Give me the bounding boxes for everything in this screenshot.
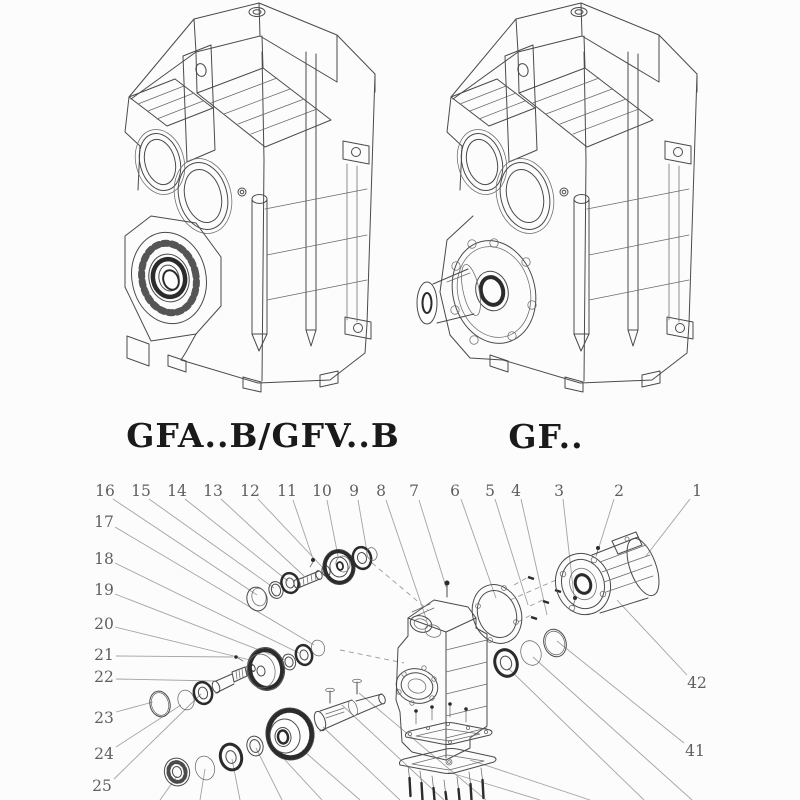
leader-line-6 <box>461 499 496 598</box>
callout-number-3: 3 <box>554 482 564 500</box>
leader-line-18 <box>115 563 299 653</box>
alignment-dashed-lines <box>340 563 556 663</box>
callout-number-21: 21 <box>94 646 114 664</box>
intermediate-shaft-assembly <box>147 639 326 720</box>
model-label-right: GF.. <box>508 417 584 456</box>
set-screw <box>311 558 315 562</box>
callout-number-9: 9 <box>349 482 359 500</box>
key-pins <box>326 679 362 703</box>
leader-line-3 <box>563 499 574 596</box>
callout-number-2: 2 <box>614 482 624 500</box>
vent-screw <box>445 581 450 586</box>
cover-bolts <box>408 766 484 800</box>
hollow-shaft-bearing-boss <box>123 216 221 366</box>
callout-number-42: 42 <box>687 674 707 692</box>
intermediate-gear <box>244 645 288 694</box>
set-screw <box>234 655 238 659</box>
callout-number-22: 22 <box>94 668 114 686</box>
callout-number-14: 14 <box>167 482 187 500</box>
leader-line-42 <box>617 600 687 675</box>
gearbox-drawing-gfab <box>123 3 375 392</box>
callout-numbers <box>92 482 707 795</box>
gearbox-drawing-gf <box>417 3 697 392</box>
callout-number-17: 17 <box>94 513 114 531</box>
screw <box>596 546 600 550</box>
leader-line-12 <box>258 499 325 570</box>
bearing <box>191 680 214 706</box>
callout-number-12: 12 <box>240 482 260 500</box>
oil-seal <box>491 647 520 679</box>
leader-line-21 <box>116 656 233 657</box>
leader-line-1 <box>646 499 690 556</box>
leader-line-20 <box>115 627 250 660</box>
snap-ring <box>193 754 218 782</box>
callout-number-7: 7 <box>409 482 419 500</box>
leader-line-8 <box>386 500 427 621</box>
seal-ring-set <box>491 626 569 679</box>
callout-number-16: 16 <box>95 482 115 500</box>
callout-number-23: 23 <box>94 709 114 727</box>
seal-ring <box>147 689 173 719</box>
exploded-view <box>92 482 707 800</box>
model-label-left: GFA..B/GFV..B <box>126 416 400 455</box>
cropped-leader-lines <box>160 657 692 800</box>
motor <box>547 532 665 622</box>
callout-number-41: 41 <box>685 742 705 760</box>
callout-number-15: 15 <box>131 482 151 500</box>
callout-number-1: 1 <box>692 482 702 500</box>
leader-line-22 <box>116 679 216 681</box>
flange-studs <box>528 577 561 619</box>
callout-number-5: 5 <box>485 482 495 500</box>
callout-number-13: 13 <box>203 482 223 500</box>
callout-number-24: 24 <box>94 745 114 763</box>
leader-line-14 <box>185 499 288 581</box>
callout-number-10: 10 <box>312 482 332 500</box>
housing-bolts <box>414 702 468 724</box>
adapter-flange-ring <box>464 578 530 651</box>
callout-number-20: 20 <box>94 615 114 633</box>
output-gear <box>263 705 318 763</box>
leader-line-24 <box>116 705 181 747</box>
leader-line-11 <box>293 500 313 559</box>
leader-line-23 <box>116 702 153 712</box>
gasket <box>406 722 493 744</box>
leader-line-2 <box>599 499 614 547</box>
callout-number-8: 8 <box>376 482 386 500</box>
leader-line-4 <box>521 499 547 615</box>
leader-line-15 <box>149 499 274 588</box>
leader-line-41 <box>557 641 684 743</box>
leader-line-17 <box>115 527 314 645</box>
bearing <box>279 571 301 595</box>
leader-line-10 <box>327 500 338 556</box>
leader-line-7 <box>419 500 446 587</box>
callout-number-18: 18 <box>94 550 114 568</box>
output-flange-and-shaft <box>417 216 547 360</box>
callout-number-19: 19 <box>94 581 114 599</box>
leader-line-5 <box>495 499 528 605</box>
leader-line-9 <box>358 500 367 552</box>
callout-number-6: 6 <box>450 482 460 500</box>
callout-number-4: 4 <box>511 482 521 500</box>
washer <box>245 734 266 757</box>
ball-bearing <box>161 755 192 789</box>
junction-box <box>612 532 642 554</box>
leader-line-16 <box>113 499 257 595</box>
callout-number-25: 25 <box>92 777 112 795</box>
output-shaft <box>312 693 386 732</box>
bearing <box>217 742 244 773</box>
callout-number-11: 11 <box>277 482 297 500</box>
